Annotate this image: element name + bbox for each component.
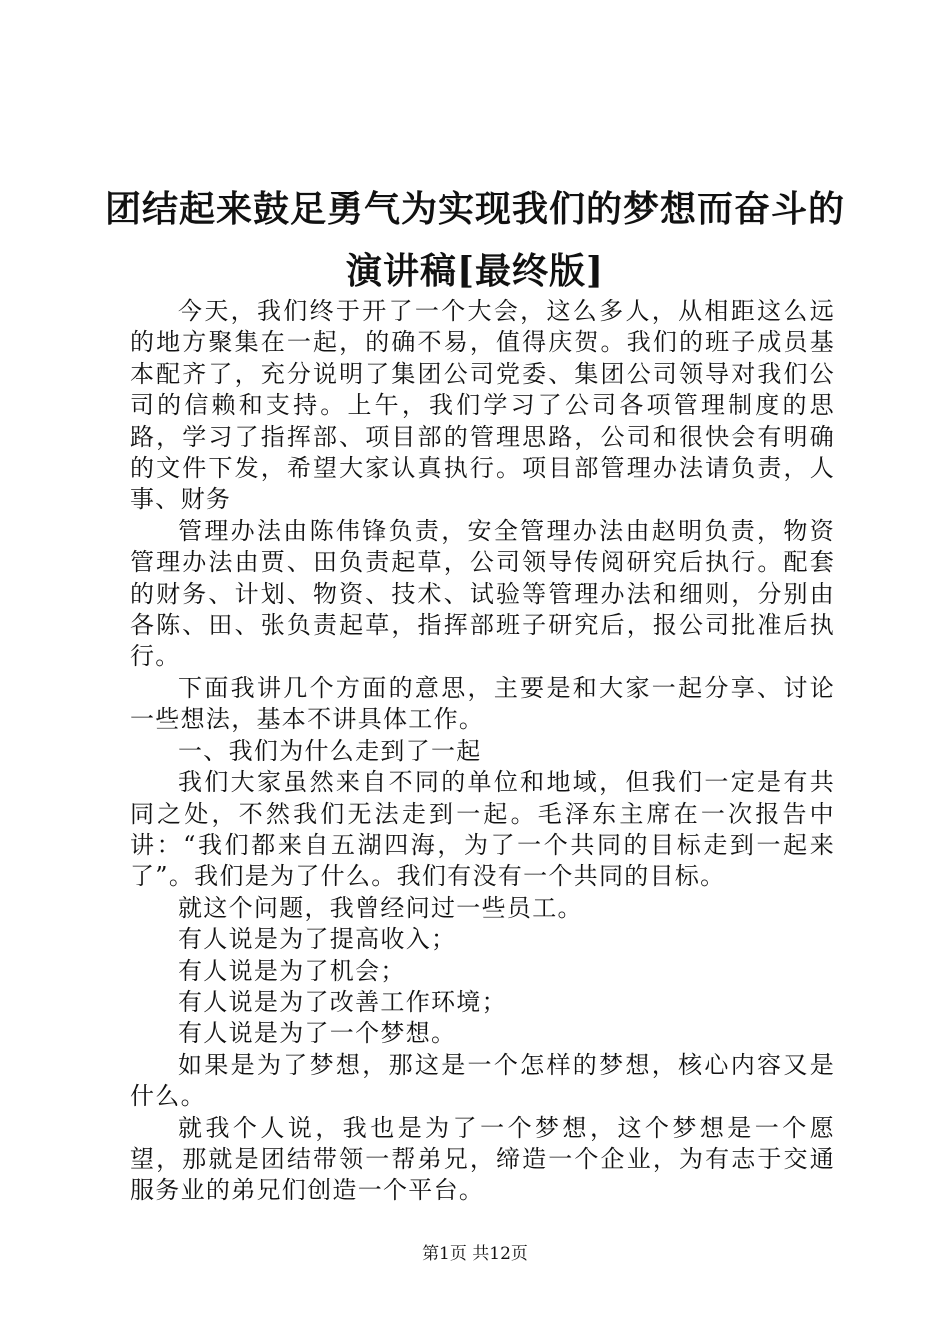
paragraph: 今天，我们终于开了一个大会，这么多人，从相距这么远的地方聚集在一起，的确不易，值得庆贺。我们的班子成员基本配齐了，充分说明了集团公司党委、集团公司领导对我们公司的信赖和支持。上午，我们学习了公司各项管理制度的思路，学习了指挥部、项目部的管理思路，公司和很快会有明确的文件下发，希望大家认真执行。项目部管理办法请负责，人事、财务 <box>130 297 835 514</box>
paragraph: 就这个问题，我曾经问过一些员工。 <box>178 893 583 922</box>
paragraph: 有人说是为了改善工作环境； <box>178 987 507 1016</box>
section-heading: 一、我们为什么走到了一起 <box>178 736 482 765</box>
paragraph: 如果是为了梦想，那这是一个怎样的梦想，核心内容又是什么。 <box>130 1050 835 1111</box>
document-title: 团结起来鼓足勇气为实现我们的梦想而奋斗的演讲稿[最终版] <box>104 188 845 292</box>
paragraph: 下面我讲几个方面的意思，主要是和大家一起分享、讨论一些想法，基本不讲具体工作。 <box>130 673 835 734</box>
paragraph: 有人说是为了机会； <box>178 956 406 985</box>
page-number-footer: 第1页 共12页 <box>422 1244 528 1264</box>
paragraph: 有人说是为了一个梦想。 <box>178 1019 457 1048</box>
paragraph: 就我个人说，我也是为了一个梦想，这个梦想是一个愿望，那就是团结带领一帮弟兄，缔造一个企业，为有志于交通服务业的弟兄们创造一个平台。 <box>130 1113 835 1205</box>
document-body <box>130 296 835 1207</box>
paragraph: 我们大家虽然来自不同的单位和地域，但我们一定是有共同之处，不然我们无法走到一起。毛泽东主席在一次报告中讲：“我们都来自五湖四海，为了一个共同的目标走到一起来了”。我们是为了什么。我们有没有一个共同的目标。 <box>130 768 835 891</box>
paragraph: 有人说是为了提高收入； <box>178 925 457 954</box>
paragraph: 管理办法由陈伟锋负责，安全管理办法由赵明负责，物资管理办法由贾、田负责起草，公司领导传阅研究后执行。配套的财务、计划、物资、技术、试验等管理办法和细则，分别由各陈、田、张负责起草，指挥部班子研究后，报公司批准后执行。 <box>130 516 835 671</box>
